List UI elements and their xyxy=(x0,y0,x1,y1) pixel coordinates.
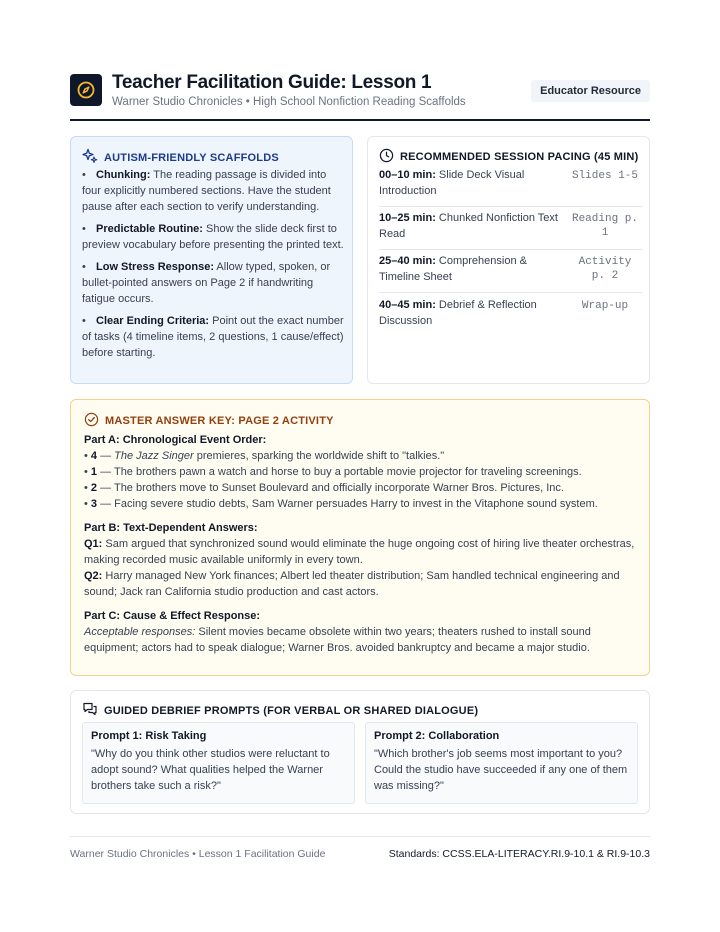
item-text: Show the slide deck first to preview vocabulary before presenting the printed text. xyxy=(82,223,344,251)
pacing-row xyxy=(379,253,642,293)
list-item: • Clear Ending Criteria: Point out the exact number of tasks (4 timeline items, 2 questions, 1 cause/effect) before starting. xyxy=(82,315,344,359)
footer-standards: Standards: CCSS.ELA-LITERACY.RI.9-10.1 & RI.9-10.3 xyxy=(388,848,650,860)
timeline-text: The brothers move to Sunset Boulevard and officially incorporate Warner Bros. Pictures, Inc. xyxy=(113,482,564,494)
timeline-text: Facing severe studio debts, Sam Warner persuades Harry to invest in the Vitaphone sound system. xyxy=(114,498,598,510)
item-label: Predictable Routine: xyxy=(96,223,203,235)
q2-text: Harry managed New York finances; Albert led theater distribution; Sam handled technical engineering and sound; Jack ran California studio production and cast actors. xyxy=(84,570,620,598)
list-item: • Chunking: The reading passage is divided into four explicitly numbered sections. Have the student pause after each section to verify understanding. xyxy=(82,169,331,213)
pacing-time: 00–10 min: xyxy=(379,169,436,181)
page-subtitle: Warner Studio Chronicles • High School Nonfiction Reading Scaffolds xyxy=(112,96,466,108)
pacing-card xyxy=(367,136,650,384)
part-c-title: Part C: Cause & Effect Response: xyxy=(84,610,261,622)
answer-key-heading xyxy=(84,412,334,430)
acceptable-label: Acceptable responses: xyxy=(84,626,196,638)
pacing-ref: Wrap-up xyxy=(581,300,629,312)
q1-text: Sam argued that synchronized sound would eliminate the huge ongoing cost of hiring live theater orchestras, making recorded music available uniformly in every town. xyxy=(84,538,635,566)
page-header xyxy=(70,72,650,122)
timeline-text: The brothers pawn a watch and horse to buy a portable movie projector for traveling screenings. xyxy=(113,466,582,478)
header-divider xyxy=(70,119,650,121)
prompt-text: "Which brother's job seems most important to you? Could the studio have succeeded if any one of them was missing?" xyxy=(374,748,628,792)
sparkle-icon xyxy=(82,148,98,167)
prompt-text: "Why do you think other studios were reluctant to adopt sound? What qualities helped the Warner brothers take such a risk?" xyxy=(91,748,330,792)
cause-effect-text: Silent movies became obsolete within two years; theaters rushed to install sound equipment; actors had to speak dialogue; Warner Bros. avoided bankruptcy and became a major studio. xyxy=(84,626,591,654)
item-text: Allow typed, spoken, or bullet-pointed answers on Page 2 if handwriting fatigue occurs. xyxy=(82,261,331,305)
timeline-number: 1 xyxy=(90,466,98,478)
dash: — xyxy=(97,450,115,462)
prompt-title: Prompt 2: Collaboration xyxy=(374,730,500,742)
item-label: Clear Ending Criteria: xyxy=(96,315,210,327)
timeline-number: 2 xyxy=(90,482,98,494)
educator-resource-badge: Educator Resource xyxy=(531,80,650,102)
timeline-answer: • 2 — The brothers move to Sunset Boulevard and officially incorporate Warner Bros. Pictures, Inc. xyxy=(84,482,564,494)
pacing-heading xyxy=(379,148,638,166)
compass-icon xyxy=(70,74,102,106)
timeline-answer: • 4 — The Jazz Singer premieres, sparking the worldwide shift to "talkies." xyxy=(84,450,445,462)
dash: — xyxy=(97,498,115,510)
pacing-ref: Reading p. 1 xyxy=(571,213,638,239)
pacing-text xyxy=(379,297,564,329)
scaffolds-heading xyxy=(82,148,279,167)
list-item: • Predictable Routine: Show the slide deck first to preview vocabulary before presenting the printed text. xyxy=(82,223,344,251)
chat-bubbles-icon xyxy=(82,701,98,720)
pacing-ref: Activity p. 2 xyxy=(578,256,632,282)
pacing-row xyxy=(379,297,642,337)
pacing-row xyxy=(379,167,642,207)
answer-key-heading-text: MASTER ANSWER KEY: PAGE 2 ACTIVITY xyxy=(105,415,334,427)
debrief-heading-text: GUIDED DEBRIEF PROMPTS (FOR VERBAL OR SHARED DIALOGUE) xyxy=(104,704,479,717)
item-label: Chunking: xyxy=(96,169,151,181)
check-circle-icon xyxy=(84,412,99,430)
footer-divider xyxy=(70,836,650,837)
pacing-time: 10–25 min: xyxy=(379,212,436,224)
part-b-title: Part B: Text-Dependent Answers: xyxy=(84,522,258,534)
timeline-answer: • 1 — The brothers pawn a watch and horse to buy a portable movie projector for traveling screenings. xyxy=(84,466,582,478)
debrief-card xyxy=(70,690,650,814)
footer-series: Warner Studio Chronicles • Lesson 1 Facilitation Guide xyxy=(70,848,326,860)
q1-answer xyxy=(84,536,640,568)
prompt-card xyxy=(365,722,638,804)
dash: — xyxy=(97,466,114,478)
page-title: Teacher Facilitation Guide: Lesson 1 xyxy=(112,72,432,93)
dash: — xyxy=(97,482,114,494)
answer-key-card xyxy=(70,399,650,676)
q2-answer xyxy=(84,568,640,600)
list-item: • Low Stress Response: Allow typed, spoken, or bullet-pointed answers on Page 2 if handwriting fatigue occurs. xyxy=(82,261,331,305)
part-a-title: Part A: Chronological Event Order: xyxy=(84,434,267,446)
pacing-activity: Debrief & Reflection Discussion xyxy=(379,299,537,327)
q1-label: Q1: xyxy=(84,538,103,550)
q2-label: Q2: xyxy=(84,570,103,582)
item-text: The reading passage is divided into four explicitly numbered sections. Have the student pause after each section to verify understanding. xyxy=(82,169,331,213)
pacing-row xyxy=(379,210,642,250)
pacing-activity: Comprehension & Timeline Sheet xyxy=(379,255,527,283)
debrief-heading xyxy=(82,701,478,720)
pacing-text xyxy=(379,210,564,242)
scaffolds-heading-text: AUTISM-FRIENDLY SCAFFOLDS xyxy=(104,151,279,164)
film-title: The Jazz Singer xyxy=(114,450,194,462)
pacing-activity: Chunked Nonfiction Text Read xyxy=(379,212,558,240)
item-text: Point out the exact number of tasks (4 timeline items, 2 questions, 1 cause/effect) before starting. xyxy=(82,315,344,359)
timeline-number: 4 xyxy=(90,450,98,462)
prompt-card xyxy=(82,722,355,804)
timeline-number: 3 xyxy=(90,498,98,510)
pacing-heading-text: RECOMMENDED SESSION PACING (45 MIN) xyxy=(400,151,639,163)
pacing-text xyxy=(379,253,564,285)
scaffolds-card xyxy=(70,136,353,384)
timeline-answer: • 3 — Facing severe studio debts, Sam Warner persuades Harry to invest in the Vitaphone sound system. xyxy=(84,498,598,510)
item-label: Low Stress Response: xyxy=(96,261,214,273)
pacing-text xyxy=(379,167,564,199)
pacing-ref: Slides 1-5 xyxy=(571,170,638,182)
pacing-activity: Slide Deck Visual Introduction xyxy=(379,169,525,197)
prompt-title: Prompt 1: Risk Taking xyxy=(91,730,207,742)
timeline-text: premieres, sparking the worldwide shift to "talkies." xyxy=(193,450,445,462)
answer-key-body xyxy=(84,432,640,656)
scaffolds-list xyxy=(82,167,346,367)
pacing-time: 25–40 min: xyxy=(379,255,436,267)
cause-effect-answer xyxy=(84,624,640,656)
clock-icon xyxy=(379,148,394,166)
pacing-time: 40–45 min: xyxy=(379,299,436,311)
